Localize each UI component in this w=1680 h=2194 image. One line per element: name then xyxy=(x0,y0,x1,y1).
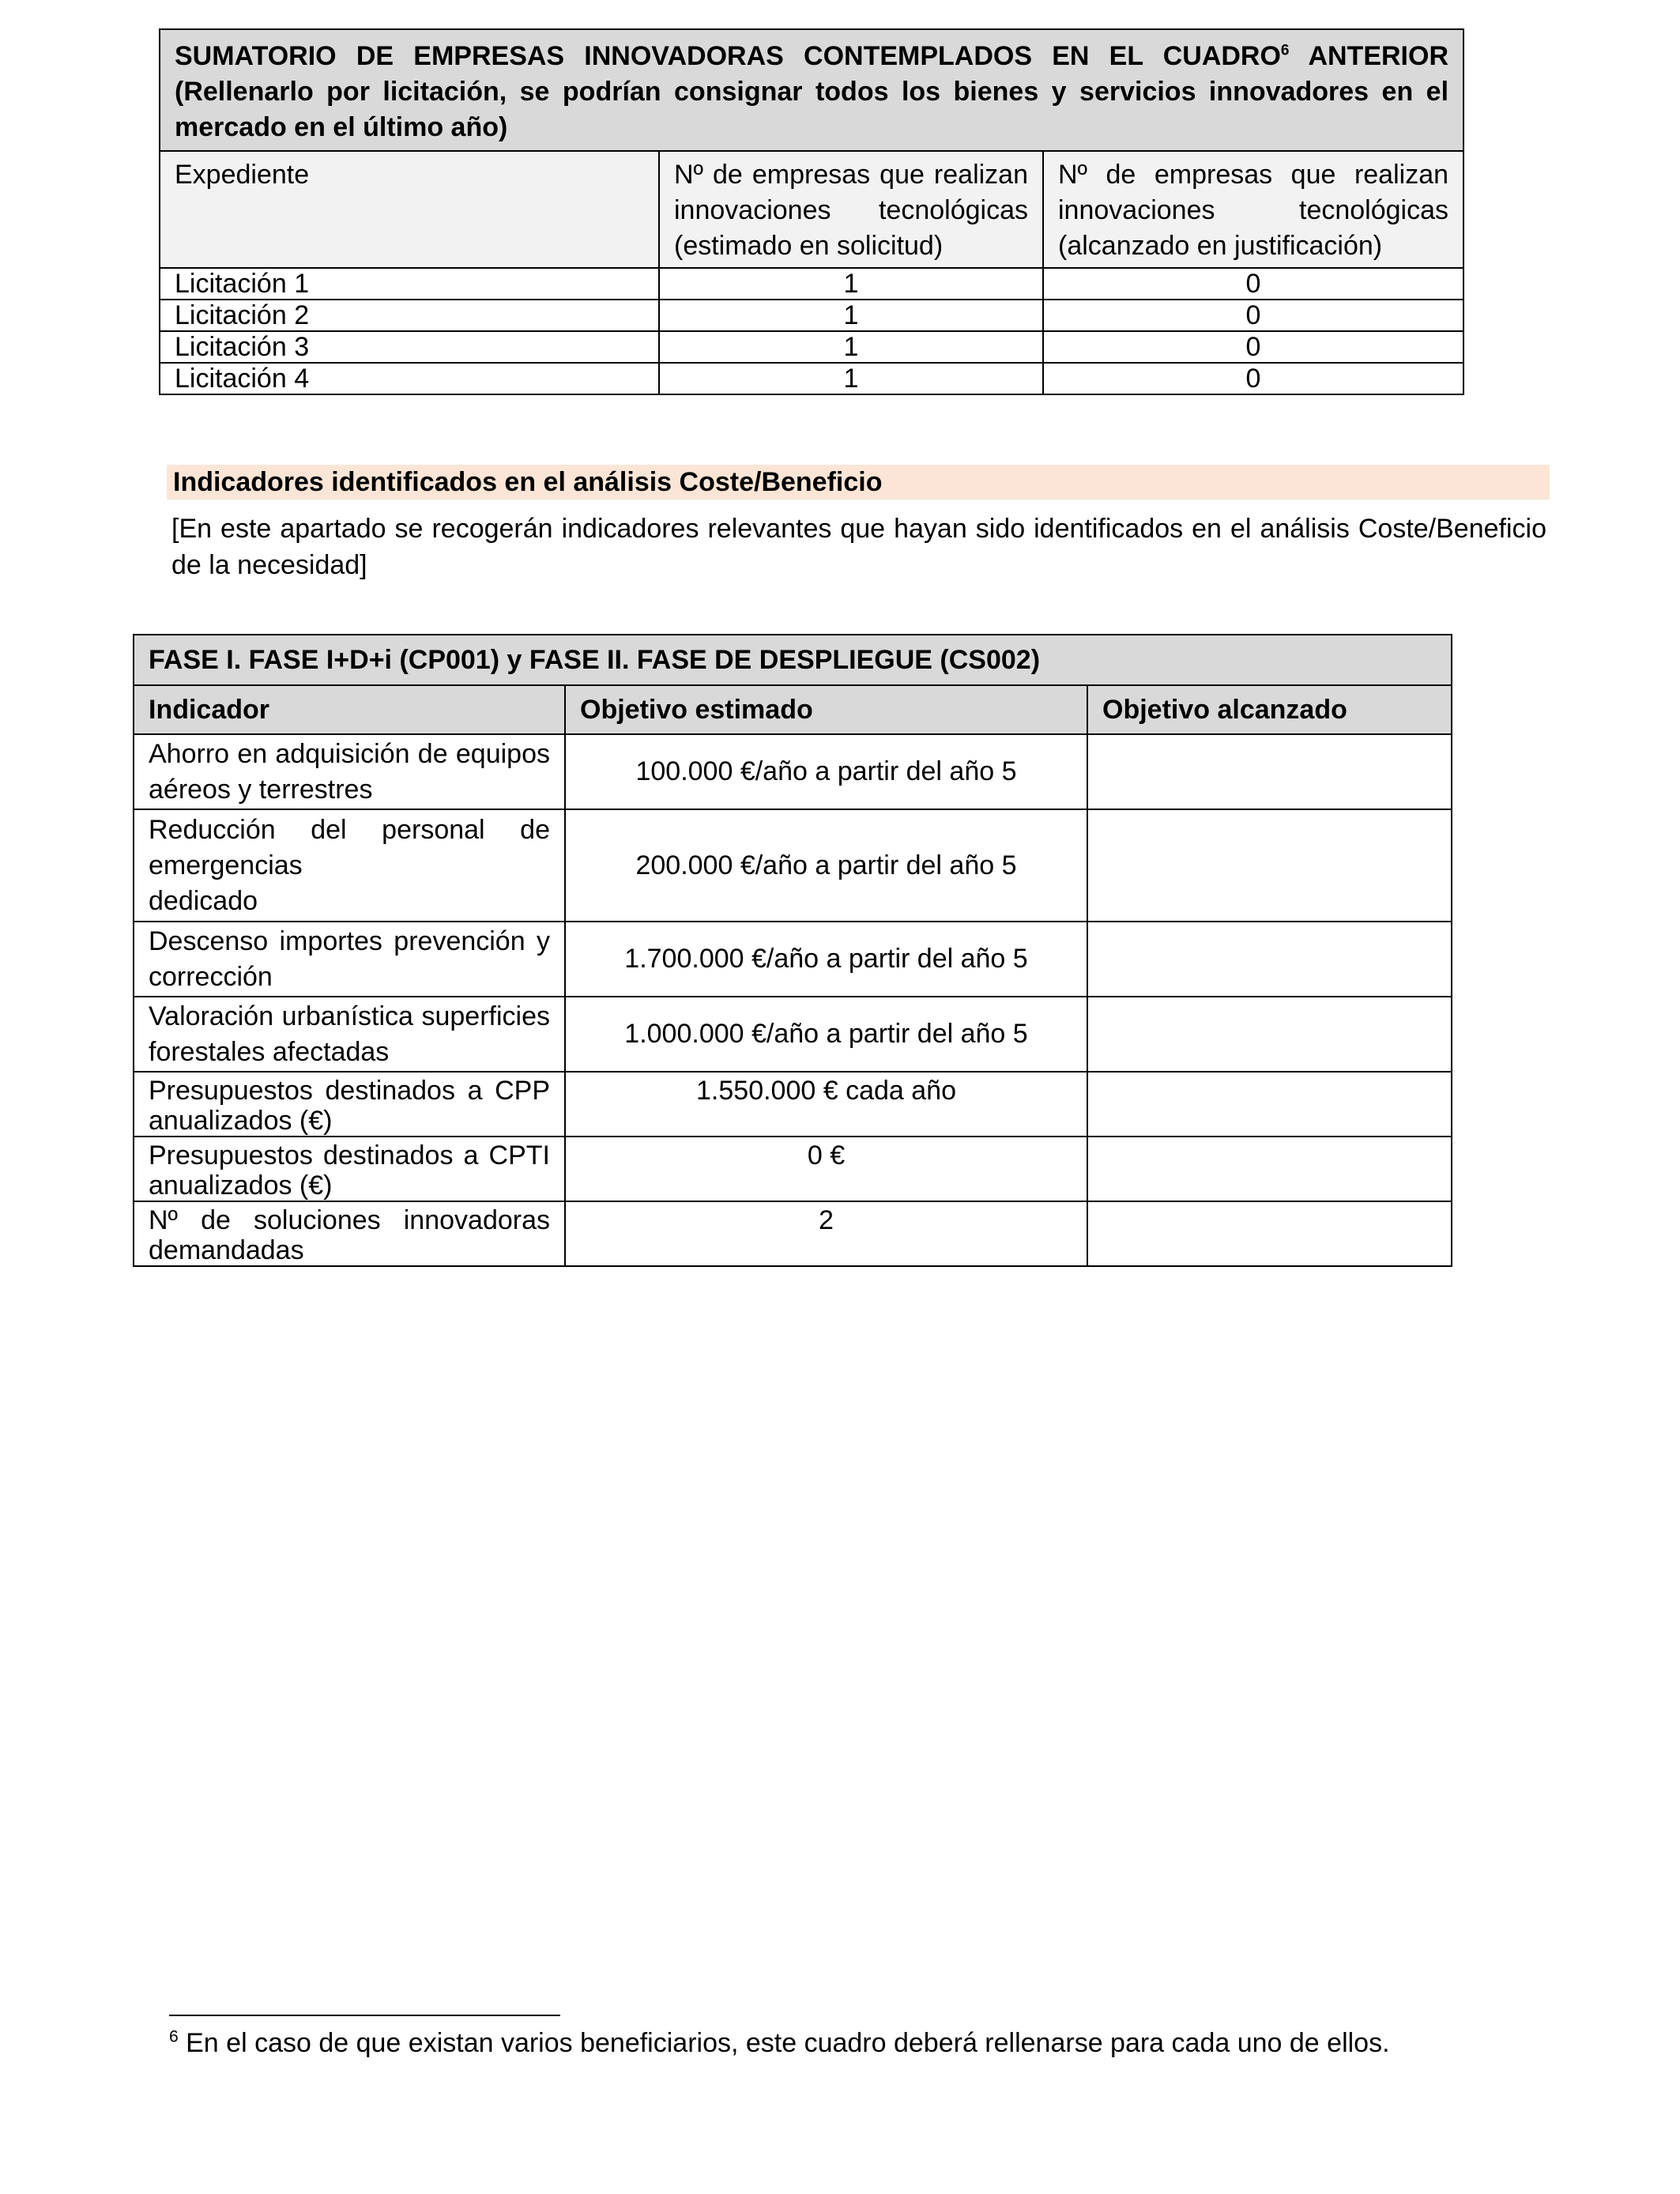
column-header-expediente: Expediente xyxy=(160,151,659,268)
objetivo-estimado-cell: 200.000 €/año a partir del año 5 xyxy=(565,809,1087,922)
summary-table-header-row xyxy=(160,29,1463,151)
alcanzado-cell: 0 xyxy=(1043,300,1463,331)
objetivo-alcanzado-cell[interactable] xyxy=(1087,734,1452,809)
alcanzado-cell: 0 xyxy=(1043,363,1463,394)
summary-table xyxy=(159,28,1464,395)
summary-table-header xyxy=(160,29,1463,151)
indicador-cell xyxy=(134,809,565,922)
indicators-table xyxy=(133,634,1452,1267)
objetivo-estimado-cell: 1.000.000 €/año a partir del año 5 xyxy=(565,997,1087,1072)
footnote-text: En el caso de que existan varios beneficiarios, este cuadro deberá rellenarse para cada uno de ellos. xyxy=(178,2028,1390,2058)
summary-title-text: SUMATORIO DE EMPRESAS INNOVADORAS CONTEMPLADOS EN EL CUADRO xyxy=(175,41,1281,71)
indicador-cell: Nº de soluciones innovadoras demandadas xyxy=(134,1201,565,1266)
table-row xyxy=(160,331,1463,363)
objetivo-alcanzado-cell[interactable] xyxy=(1087,997,1452,1072)
expediente-cell: Licitación 2 xyxy=(160,300,659,331)
column-header-estimado: Nº de empresas que realizan innovaciones tecnológicas (estimado en solicitud) xyxy=(659,151,1043,268)
footnote xyxy=(169,2025,1390,2061)
alcanzado-cell: 0 xyxy=(1043,331,1463,363)
table-row xyxy=(160,300,1463,331)
indicador-line: Reducción del personal de xyxy=(149,814,550,845)
indicador-cell: Presupuestos destinados a CPP anualizados (€) xyxy=(134,1072,565,1137)
table-row xyxy=(134,1201,1452,1266)
section-heading: Indicadores identificados en el análisis Coste/Beneficio xyxy=(167,465,1550,499)
footnote-ref: 6 xyxy=(1280,42,1290,59)
indicador-cell: Descenso importes prevención y corrección xyxy=(134,922,565,997)
column-header-indicador: Indicador xyxy=(134,685,565,734)
footnote-separator xyxy=(169,2015,560,2016)
objetivo-estimado-cell: 0 € xyxy=(565,1137,1087,1201)
expediente-cell: Licitación 1 xyxy=(160,268,659,300)
table-row xyxy=(134,922,1452,997)
column-header-objetivo-alcanzado: Objetivo alcanzado xyxy=(1087,685,1452,734)
table-row xyxy=(134,1137,1452,1201)
indicador-cell: Presupuestos destinados a CPTI anualizados (€) xyxy=(134,1137,565,1201)
objetivo-estimado-cell: 1.550.000 € cada año xyxy=(565,1072,1087,1137)
objetivo-alcanzado-cell[interactable] xyxy=(1087,1201,1452,1266)
alcanzado-cell: 0 xyxy=(1043,268,1463,300)
objetivo-estimado-cell: 2 xyxy=(565,1201,1087,1266)
table-row xyxy=(160,268,1463,300)
table-row xyxy=(134,997,1452,1072)
estimado-cell: 1 xyxy=(659,268,1043,300)
expediente-cell: Licitación 4 xyxy=(160,363,659,394)
table-row xyxy=(134,734,1452,809)
column-header-objetivo-estimado: Objetivo estimado xyxy=(565,685,1087,734)
indicators-title-row xyxy=(134,635,1452,685)
estimado-cell: 1 xyxy=(659,300,1043,331)
indicador-cell: Ahorro en adquisición de equipos aéreos y terrestres xyxy=(134,734,565,809)
section-note: [En este apartado se recogerán indicadores relevantes que hayan sido identificados en el análisis Coste/Beneficio de la necesidad] xyxy=(171,514,1546,580)
indicador-line: emergencias xyxy=(149,850,303,880)
objetivo-alcanzado-cell[interactable] xyxy=(1087,1072,1452,1137)
objetivo-estimado-cell: 100.000 €/año a partir del año 5 xyxy=(565,734,1087,809)
indicador-cell: Valoración urbanística superficies forestales afectadas xyxy=(134,997,565,1072)
estimado-cell: 1 xyxy=(659,363,1043,394)
table-row xyxy=(160,363,1463,394)
indicador-line: dedicado xyxy=(149,885,258,916)
column-header-alcanzado: Nº de empresas que realizan innovaciones tecnológicas (alcanzado en justificación) xyxy=(1043,151,1463,268)
summary-title-end: ANTERIOR xyxy=(1289,41,1449,71)
expediente-cell: Licitación 3 xyxy=(160,331,659,363)
table-row xyxy=(134,809,1452,922)
indicators-table-title: FASE I. FASE I+D+i (CP001) y FASE II. FASE DE DESPLIEGUE (CS002) xyxy=(134,635,1452,685)
objetivo-alcanzado-cell[interactable] xyxy=(1087,809,1452,922)
summary-table-column-headers xyxy=(160,151,1463,268)
footnote-marker: 6 xyxy=(169,2027,179,2046)
objetivo-alcanzado-cell[interactable] xyxy=(1087,1137,1452,1201)
summary-table-note: (Rellenarlo por licitación, se podrían consignar todos los bienes y servicios innovadores en el mercado en el último año) xyxy=(175,77,1449,142)
indicators-column-headers xyxy=(134,685,1452,734)
summary-table-title xyxy=(175,39,1448,74)
table-row xyxy=(134,1072,1452,1137)
estimado-cell: 1 xyxy=(659,331,1043,363)
objetivo-estimado-cell: 1.700.000 €/año a partir del año 5 xyxy=(565,922,1087,997)
objetivo-alcanzado-cell[interactable] xyxy=(1087,922,1452,997)
